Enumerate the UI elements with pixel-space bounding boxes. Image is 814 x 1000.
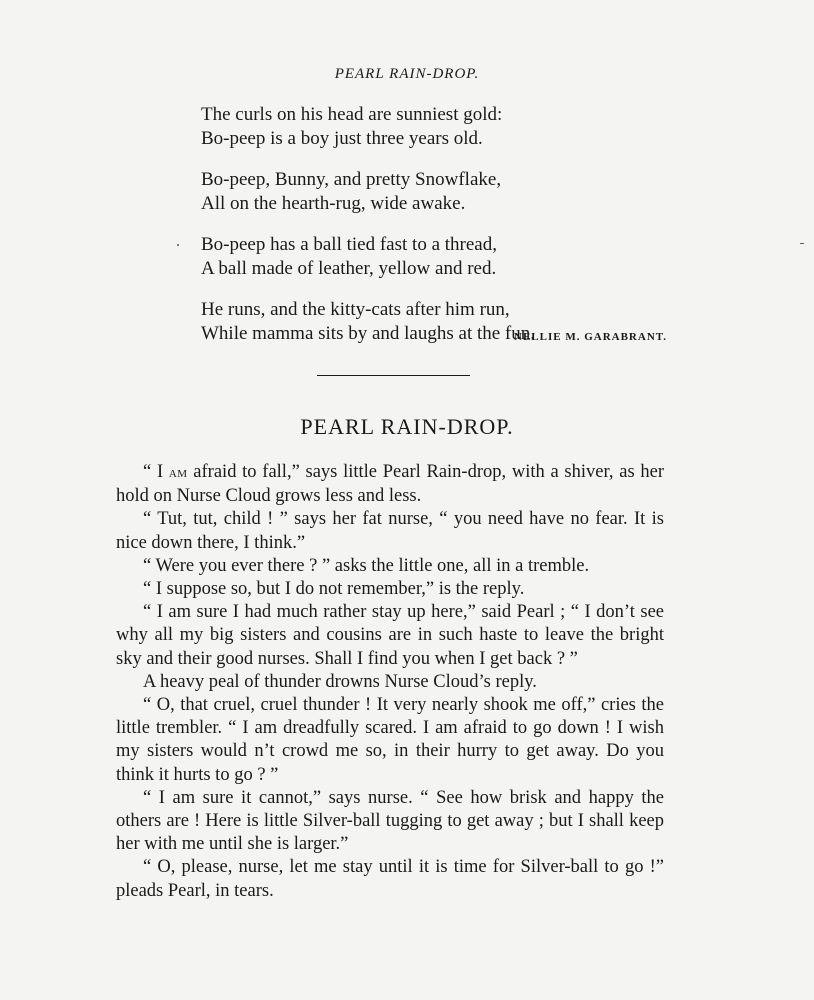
story-paragraph: A heavy peal of thunder drowns Nurse Cloud’s reply. <box>143 671 537 692</box>
poem <box>201 103 681 363</box>
print-speck <box>177 244 179 246</box>
story-paragraph: “ Tut, tut, child ! ” says her fat nurse, “ you need have no fear. It is nice down there, I think.” <box>116 509 664 553</box>
poem-line: While mamma sits by and laughs at the fun. <box>201 323 536 344</box>
poem-stanza <box>201 168 681 216</box>
story-paragraph: “ I am sure I had much rather stay up here,” said Pearl ; “ I don’t see why all my big sisters and cousins are in such haste to leave the bright sky and their good nurses. Shall I find you when I get back ? ” <box>116 602 664 669</box>
story-paragraph: “ I am sure it cannot,” says nurse. “ See how brisk and happy the others are ! Here is little Silver-ball tugging to get away ; but I shall keep her with me until she is larger.” <box>116 787 664 855</box>
poem-line: Bo-peep has a ball tied fast to a thread, <box>201 234 497 255</box>
section-divider <box>317 375 470 376</box>
poem-line: He runs, and the kitty-cats after him run, <box>201 299 510 320</box>
poem-line: A ball made of leather, yellow and red. <box>201 258 497 279</box>
small-caps-word: am <box>168 465 188 481</box>
poem-author: NELLIE M. GARABRANT. <box>514 331 668 343</box>
poem-stanza <box>201 233 681 281</box>
story-paragraph: “ O, that cruel, cruel thunder ! It very nearly shook me off,” cries the little trembler. “ I am dreadfully scared. I am afraid to go down ! I wish my sisters would n’t crowd me so, in their hurry to get away. Do you think it hurts to go ? ” <box>116 695 664 785</box>
poem-line: All on the hearth-rug, wide awake. <box>201 193 466 214</box>
story-body <box>116 461 664 903</box>
poem-line: The curls on his head are sunniest gold: <box>201 104 503 125</box>
opening-quote: “ I <box>143 462 169 482</box>
paragraph-text: afraid to fall,” says little Pearl Rain-drop, with a shiver, as her hold on Nurse Cloud grows less and less. <box>116 462 664 507</box>
story-paragraph: “ I suppose so, but I do not remember,” is the reply. <box>143 579 525 600</box>
story-paragraph <box>116 461 664 508</box>
story-paragraph: “ O, please, nurse, let me stay until it is time for Silver-ball to go !” pleads Pearl, in tears. <box>116 857 664 901</box>
poem-line: Bo-peep, Bunny, and pretty Snowflake, <box>201 169 502 190</box>
story-paragraph: “ Were you ever there ? ” asks the little one, all in a tremble. <box>143 555 590 576</box>
running-head: PEARL RAIN-DROP. <box>334 66 480 82</box>
story-title: PEARL RAIN-DROP. <box>300 414 514 439</box>
poem-stanza <box>201 103 681 151</box>
print-speck <box>800 243 804 244</box>
poem-line: Bo-peep is a boy just three years old. <box>201 128 483 149</box>
